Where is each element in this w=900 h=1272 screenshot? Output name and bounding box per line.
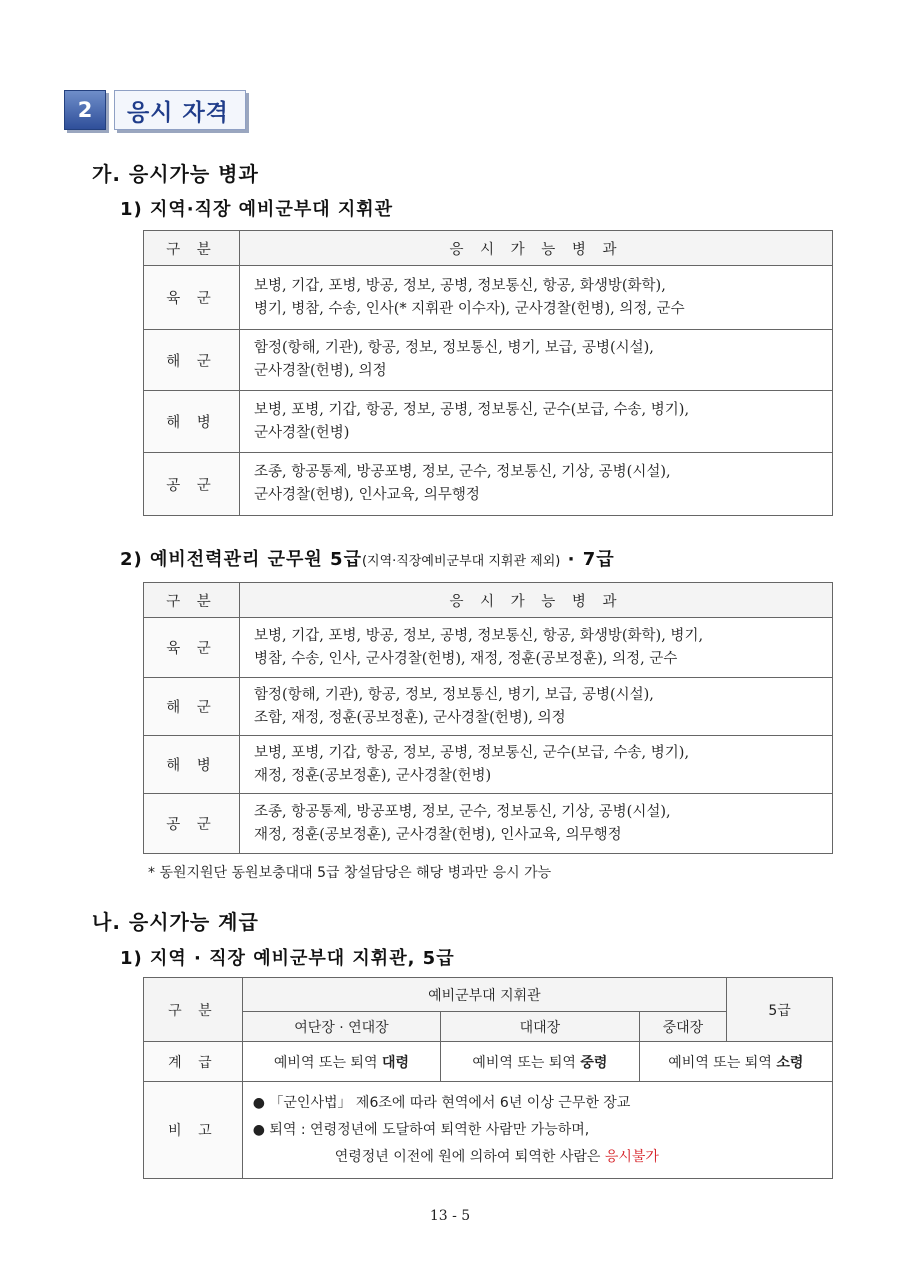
category-cell: 육 군: [144, 618, 240, 678]
rank-label: 계 급: [144, 1042, 243, 1082]
category-cell: 해 군: [144, 330, 240, 391]
category-cell: 해 군: [144, 678, 240, 736]
branches-cell: 보병, 기갑, 포병, 방공, 정보, 공병, 정보통신, 항공, 화생방(화학), 병기, 병참, 수송, 인사(* 지휘관 이수자), 군사경찰(헌병), 의정, 군수: [240, 266, 833, 330]
rank-gubun-header: 구 분: [144, 978, 243, 1042]
rank-cell-major: 예비역 또는 퇴역 소령: [639, 1042, 832, 1082]
table-row: [144, 618, 833, 678]
table-branches-commander: [143, 230, 833, 516]
table-row: [144, 678, 833, 736]
table-row: [144, 330, 833, 391]
col-brigade: 여단장 · 연대장: [242, 1012, 440, 1042]
table-rank: [143, 977, 833, 1179]
category-cell: 공 군: [144, 794, 240, 854]
remark-label: 비 고: [144, 1082, 243, 1179]
branches-cell: 조종, 항공통제, 방공포병, 정보, 군수, 정보통신, 기상, 공병(시설), 군사경찰(헌병), 인사교육, 의무행정: [240, 453, 833, 516]
branches-cell: 보병, 포병, 기갑, 항공, 정보, 공병, 정보통신, 군수(보급, 수송, 병기), 재정, 정훈(공보정훈), 군사경찰(헌병): [240, 736, 833, 794]
remark-row: [144, 1082, 833, 1179]
branches-cell: 함정(항해, 기관), 항공, 정보, 정보통신, 병기, 보급, 공병(시설), 조함, 재정, 정훈(공보정훈), 군사경찰(헌병), 의정: [240, 678, 833, 736]
section-header: [64, 90, 246, 128]
footnote: * 동원지원단 동원보충대대 5급 창설담당은 해당 병과만 응시 가능: [148, 865, 552, 881]
heading-sub3: 1) 지역 · 직장 예비군부대 지휘관, 5급: [120, 948, 455, 969]
bullet-icon: ●: [252, 1121, 265, 1138]
heading-sub2: 2) 예비전력관리 군무원 5급(지역·직장예비군부대 지휘관 제외) · 7급: [120, 549, 615, 570]
table-row: [144, 736, 833, 794]
category-cell: 육 군: [144, 266, 240, 330]
table-header-branches: 응 시 가 능 병 과: [240, 231, 833, 266]
page-number: 13 - 5: [429, 1208, 471, 1224]
section-title: 응시 자격: [114, 90, 246, 130]
rank-cell-colonel: 예비역 또는 퇴역 대령: [242, 1042, 440, 1082]
rank-row: [144, 1042, 833, 1082]
table-row: [144, 794, 833, 854]
branches-cell: 보병, 기갑, 포병, 방공, 정보, 공병, 정보통신, 항공, 화생방(화학), 병기, 병참, 수송, 인사, 군사경찰(헌병), 재정, 정훈(공보정훈), 의정, 군수: [240, 618, 833, 678]
heading-ga: 가. 응시가능 병과: [92, 162, 259, 186]
col-battalion: 대대장: [441, 1012, 639, 1042]
category-cell: 해 병: [144, 391, 240, 453]
heading-na: 나. 응시가능 계급: [92, 910, 259, 934]
branches-cell: 조종, 항공통제, 방공포병, 정보, 군수, 정보통신, 기상, 공병(시설), 재정, 정훈(공보정훈), 군사경찰(헌병), 인사교육, 의무행정: [240, 794, 833, 854]
table-branches-civilian: [143, 582, 833, 854]
remark-cell: ● 「군인사법」 제6조에 따라 현역에서 6년 이상 근무한 장교 ● 퇴역 : 연령정년에 도달하여 퇴역한 사람만 가능하며, 연령정년 이전에 원에 의하여 퇴역한 사람은 응시불가: [242, 1082, 832, 1179]
rank-grade5-header: 5급: [727, 978, 833, 1042]
bullet-icon: ●: [252, 1094, 265, 1111]
table-header-category: 구 분: [144, 583, 240, 618]
rank-cell-lt-colonel: 예비역 또는 퇴역 중령: [441, 1042, 639, 1082]
table-row: [144, 266, 833, 330]
table-row: [144, 391, 833, 453]
col-company: 중대장: [639, 1012, 726, 1042]
table-row: [144, 453, 833, 516]
table-header-branches: 응 시 가 능 병 과: [240, 583, 833, 618]
not-eligible-text: 응시불가: [604, 1148, 659, 1165]
category-cell: 공 군: [144, 453, 240, 516]
heading-sub1: 1) 지역·직장 예비군부대 지휘관: [120, 199, 394, 220]
branches-cell: 보병, 포병, 기갑, 항공, 정보, 공병, 정보통신, 군수(보급, 수송, 병기), 군사경찰(헌병): [240, 391, 833, 453]
category-cell: 해 병: [144, 736, 240, 794]
table-header-category: 구 분: [144, 231, 240, 266]
branches-cell: 함정(항해, 기관), 항공, 정보, 정보통신, 병기, 보급, 공병(시설), 군사경찰(헌병), 의정: [240, 330, 833, 391]
section-number: 2: [64, 90, 106, 130]
rank-group-header: 예비군부대 지휘관: [242, 978, 726, 1012]
